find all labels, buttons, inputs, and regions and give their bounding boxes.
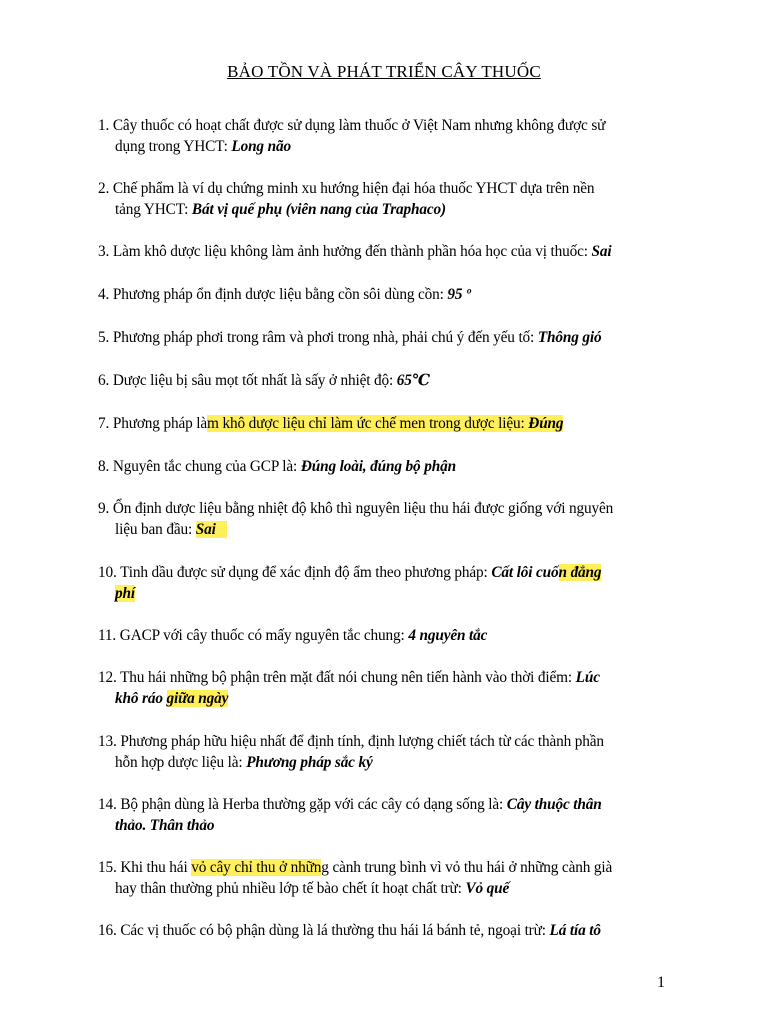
question-16: 16. Các vị thuốc có bộ phận dùng là lá thường thu hái lá bánh tẻ, ngoại trừ: Lá tía tô [98,922,601,939]
question-9: 9. Ổn định dược liệu bằng nhiệt độ khô thì nguyên liệu thu hái được giống với nguyên liệu ban đầu: Sai [98,500,614,538]
answer-13: Phương pháp sắc ký [246,754,373,771]
question-4: 4. Phương pháp ổn định dược liệu bằng cồn sôi dùng cồn: 95 º [98,286,471,303]
question-15: 15. Khi thu hái vỏ cây chỉ thu ở những cành trung bình vì vỏ thu hái ở những cành già hay thân thường phủ nhiều lớp tế bào chết ít hoạt chất trừ: Vỏ quế [98,859,613,897]
question-11: 11. GACP với cây thuốc có mấy nguyên tắc chung: 4 nguyên tắc [98,627,488,644]
answer-3: Sai [591,243,612,260]
question-12: 12. Thu hái những bộ phận trên mặt đất nói chung nên tiến hành vào thời điểm: Lúc khô ráo giữa ngày [98,669,600,707]
answer-16: Lá tía tô [549,922,601,939]
question-13: 13. Phương pháp hữu hiệu nhất để định tính, định lượng chiết tách từ các thành phần hỗn hợp dược liệu là: Phương pháp sắc ký [98,733,604,771]
question-3: 3. Làm khô dược liệu không làm ảnh hưởng đến thành phần hóa học của vị thuốc: Sai [98,243,612,260]
page-title: BẢO TỒN VÀ PHÁT TRIỂN CÂY THUỐC [227,62,541,81]
answer-14: Cây thuộc thân [506,796,602,813]
question-6: 6. Dược liệu bị sâu mọt tốt nhất là sấy ở nhiệt độ: 65℃ [98,372,430,389]
answer-8: Đúng loài, đúng bộ phận [300,458,456,475]
answer-5: Thông gió [537,329,602,346]
answer-2: Bát vị quế phụ (viên nang của Traphaco) [191,201,446,218]
answer-6: 65℃ [396,372,430,389]
answer-4: 95 º [447,286,471,303]
answer-12: Lúc [575,669,600,686]
answer-11: 4 nguyên tắc [408,627,488,644]
question-1: 1. Cây thuốc có hoạt chất được sử dụng làm thuốc ở Việt Nam nhưng không được sử dụng trong YHCT: Long não [98,117,606,155]
answer-15: Vỏ quế [465,880,510,897]
answer-9: Sai [195,521,216,538]
question-5: 5. Phương pháp phơi trong râm và phơi trong nhà, phải chú ý đến yếu tố: Thông gió [98,329,602,346]
answer-10: Cất lôi cuố [491,564,559,581]
question-10: 10. Tinh dầu được sử dụng để xác định độ ẩm theo phương pháp: Cất lôi cuốn đẳng phí [98,564,602,602]
answer-7: Đúng [528,415,564,432]
question-7: 7. Phương pháp làm khô dược liệu chỉ làm ức chế men trong dược liệu: Đúng [98,415,564,432]
question-8: 8. Nguyên tắc chung của GCP là: Đúng loài, đúng bộ phận [98,458,456,475]
question-14: 14. Bộ phận dùng là Herba thường gặp với các cây có dạng sống là: Cây thuộc thân thảo. Thân thảo [98,796,602,834]
question-2: 2. Chế phẩm là ví dụ chứng minh xu hướng hiện đại hóa thuốc YHCT dựa trên nền tảng YHCT: Bát vị quế phụ (viên nang của Traphaco) [98,180,595,218]
answer-1: Long não [231,138,291,155]
page-number: 1 [657,974,665,991]
